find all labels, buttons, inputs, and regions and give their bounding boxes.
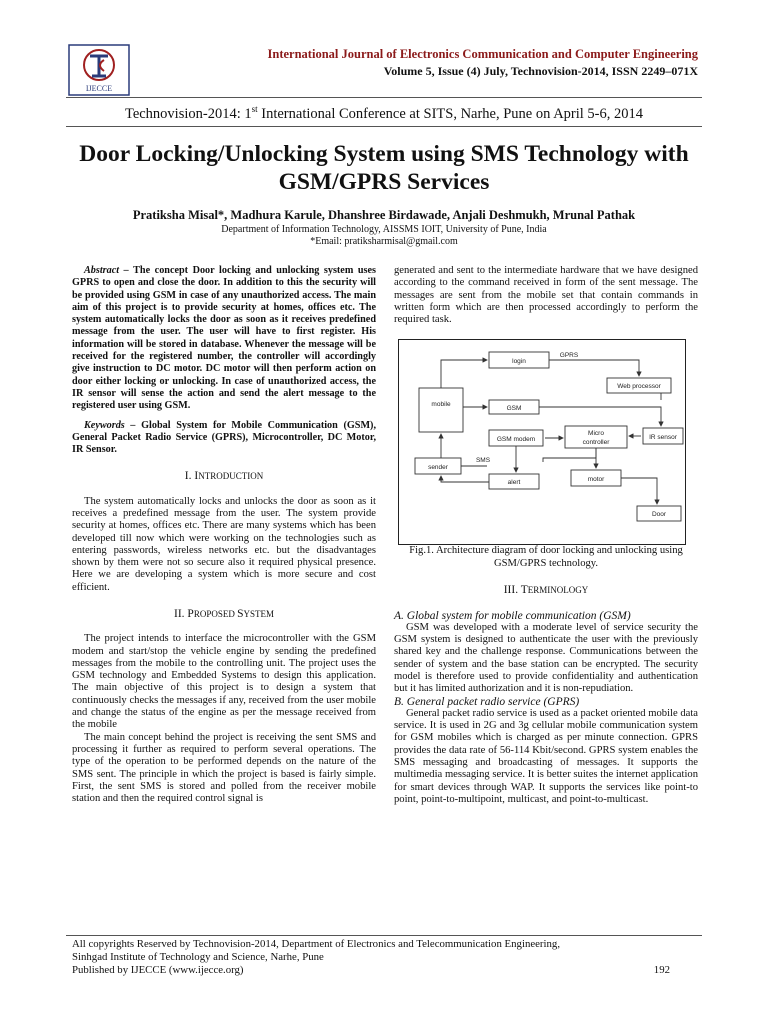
abstract: Abstract – The concept Door locking and unlocking system uses GPRS to open and close the door. In addition to this the security will be provided using GSM in case of any unauthorized access. The main aim of this project is to provide security at homes, offices etc. The system automatically locks the door as soon as it receives predefined message from the user. The user will have to first register. His information will be stored in database. Whenever the message will be received for the registered number, the controller will accordingly give instruction to DC motor. DC motor will then perform action on door either locking or unlocking. In case of unauthorized access, the IR sensor will sense the action and send the alert message to the registered user using GSM. [72,265,376,412]
svg-text:sender: sender [428,464,448,472]
footer-line-3: Published by IJECCE (www.ijecce.org) [72,964,244,976]
gsm-paragraph: GSM was developed with a moderate level of service security the GSM system is designed to authenticate the user with the previously shared key and the challenge response. Communications between the sender of system and the base station can be encrypted. The security model is therefore used to provide confidentiality and authentication but it has limited authorization and it is non-repudiation. [394,621,698,695]
right-column [394,265,698,806]
divider [66,126,702,127]
section-heading-introduction: I. INTRODUCTION [184,470,264,483]
svg-text:alert: alert [507,479,521,487]
svg-text:mobile: mobile [431,401,451,409]
section-heading-terminology: III. TERMINOLOGY [503,584,589,597]
svg-text:controller: controller [582,439,610,447]
proposed-paragraph-2: The main concept behind the project is receiving the sent SMS and processing it further as required to perform several operations. The type of the operation to be performed depends on the nature of the SMS sent. The principle in which the project is based is fairly simple. First, the sent SMS is stored and polled from the receiver mobile station and then the required control signal is [72,731,376,805]
svg-text:Micro: Micro [588,430,604,438]
svg-text:motor: motor [587,476,605,484]
gprs-paragraph: General packet radio service is used as a packet oriented mobile data service. It is used in 2G and 3g cellular mobile communication system for GSM mobiles which is charged as per minute connection. GPRS provides the data rate of 56-114 Kbit/second. GPRS system enables the SMS messaging and broadcasting of messages. It supports the multimedia messaging service. It is better suites the internet application for smart devices through WAP. It supports the services like point-to point, point-to-multipoint, multicast, and point-to-multicast. [394,707,698,805]
svg-text:GSM: GSM [506,405,522,413]
svg-text:Web processor: Web processor [617,383,661,391]
svg-text:SMS: SMS [475,457,491,465]
divider [66,935,702,936]
footer [72,938,560,977]
continued-paragraph: generated and sent to the intermediate hardware that we have designed according to the command received in form of the sent message. The messages are sent from the mobile set that contain commands in written form which are then processed accordingly to perform the required task. [394,265,698,326]
svg-text:GSM modem: GSM modem [496,436,536,444]
page-number: 192 [653,964,670,976]
architecture-diagram [398,339,686,545]
subheading-gsm: A. Global system for mobile communication (GSM) [394,609,631,622]
affiliation: Department of Information Technology, AISSMS IOIT, University of Pune, India [221,224,547,235]
subheading-gprs: B. General packet radio service (GPRS) [394,695,580,708]
left-column [72,265,376,805]
svg-text:IR sensor: IR sensor [649,434,677,442]
keywords: Keywords – Global System for Mobile Communication (GSM), General Packet Radio Service (GPRS), Microcontroller, DC Motor, IR Sensor. [72,419,376,456]
footer-line-2: Sinhgad Institute of Technology and Science, Narhe, Pune [72,951,324,963]
section-heading-proposed-system: II. PROPOSED SYSTEM [174,608,274,621]
footer-line-1: All copyrights Reserved by Technovision-2014, Department of Electronics and Telecommunication Engineering, [72,938,561,950]
box-mobile [419,388,463,432]
intro-paragraph: The system automatically locks and unlocks the door as soon as it receives a predefined message from the user. The system provide security at homes, offices etc. There are many systems which has been developed till now which were working on the technologies such as entering passwords, wireless networks etc. but the disadvantages shown by them were not so secure also it required physical presence. Here we are developing a system which is more secure and cost efficient. [72,495,376,593]
proposed-paragraph-1: The project intends to interface the microcontroller with the GSM modem and start/stop the vehicle engine by sending the predefined messages from the mobile to the controlling unit. The project uses the GSM technology and Embedded Systems to design this application. The main objective of this project is to design a system that continuously checks the messages if any, received from the user mobile and change the status of the engine as per the message received from the mobile [72,633,376,731]
figure-caption: Fig.1. Architecture diagram of door locking and unlocking using GSM/GPRS technology. [409,545,683,569]
logo-text: IJECCE [85,84,113,93]
journal-name: International Journal of Electronics Communication and Computer Engineering [267,47,698,61]
divider [66,97,702,98]
email: *Email: pratiksharmisal@gmail.com [310,236,458,247]
conference-line: Technovision-2014: 1st International Conference at SITS, Narhe, Pune on April 5-6, 2014 [124,104,644,122]
svg-text:Door: Door [651,511,667,519]
journal-logo [68,44,130,96]
svg-text:login: login [512,358,526,366]
svg-text:GPRS: GPRS [559,352,579,360]
journal-volume: Volume 5, Issue (4) July, Technovision-2014, ISSN 2249–071X [383,64,698,78]
paper-title: Door Locking/Unlocking System using SMS Technology with GSM/GPRS Services [79,141,689,195]
authors: Pratiksha Misal*, Madhura Karule, Dhanshree Birdawade, Anjali Deshmukh, Mrunal Pathak [132,208,636,222]
